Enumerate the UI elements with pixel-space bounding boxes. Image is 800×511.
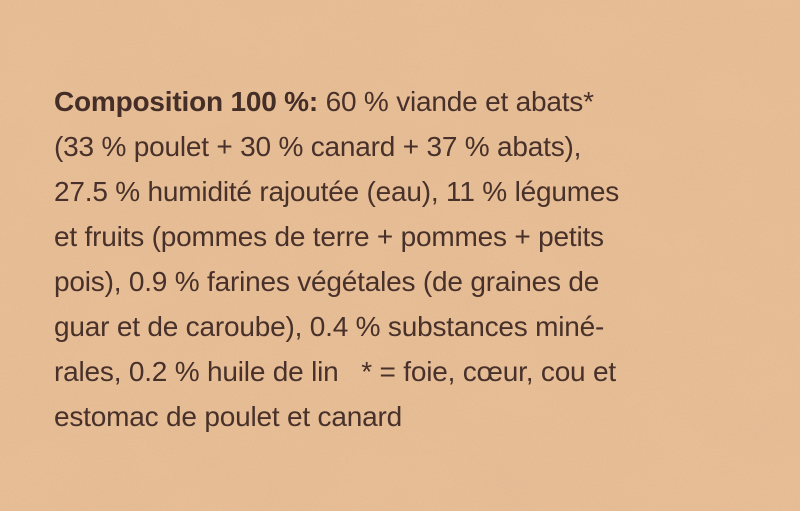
composition-heading: Composition 100 %: bbox=[54, 86, 318, 117]
composition-line-7: rales, 0.2 % huile de lin * = foie, cœur, cou et bbox=[54, 356, 616, 387]
composition-line-5: pois), 0.9 % farines végétales (de graines de bbox=[54, 266, 600, 297]
composition-line-8: estomac de poulet et canard bbox=[54, 401, 402, 432]
composition-line-2: (33 % poulet + 30 % canard + 37 % abats), bbox=[54, 131, 582, 162]
composition-line-1-rest: 60 % viande et abats* bbox=[325, 86, 594, 117]
composition-line-6: guar et de caroube), 0.4 % substances miné- bbox=[54, 311, 605, 342]
composition-line-3: 27.5 % humidité rajoutée (eau), 11 % légumes bbox=[54, 176, 620, 207]
composition-line-4: et fruits (pommes de terre + pommes + petits bbox=[54, 221, 604, 252]
composition-line-1 bbox=[54, 79, 794, 124]
composition-text bbox=[54, 79, 794, 439]
